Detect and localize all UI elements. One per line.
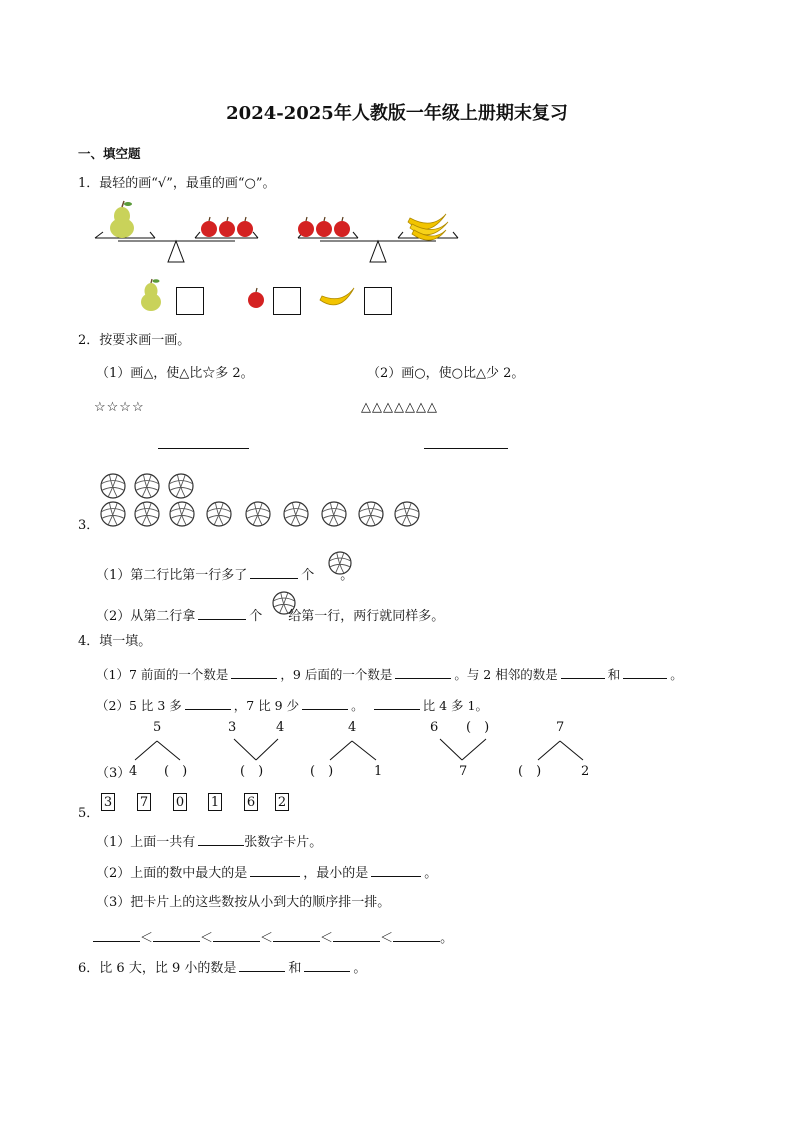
q2-part2: （2）画○，使○比△少 2。 <box>367 366 525 381</box>
q4-part2-d: 比 4 多 1。 <box>422 698 488 713</box>
tree4-top2[interactable]: ( ) <box>466 720 490 735</box>
q5-part2-b: ，最小的是 <box>303 866 369 881</box>
q4-part2-c: 。 <box>351 698 364 713</box>
q3-number: 3． <box>78 518 100 533</box>
tree2-top1: 3 <box>228 720 237 735</box>
tree1-left: 4 <box>129 764 138 779</box>
q5-order-end: 。 <box>440 931 454 946</box>
tree5-right: 2 <box>581 764 590 779</box>
tree2-top2: 4 <box>276 720 285 735</box>
q5-part1-a: （1）上面一共有 <box>96 835 196 850</box>
tree4-top1: 6 <box>430 720 439 735</box>
q2-part1: （1）画△，使△比☆多 2。 <box>96 366 254 381</box>
tree5-top: 7 <box>556 720 565 735</box>
q4-prompt: 填一填。 <box>99 634 152 649</box>
q6-part-c: 。 <box>353 961 367 976</box>
q4-part2-b: ，7 比 9 少 <box>233 698 300 713</box>
q6-part-a: 比 6 大，比 9 小的数是 <box>99 961 237 976</box>
tree3-right: 1 <box>374 764 383 779</box>
tree1-top: 5 <box>153 720 162 735</box>
q1-prompt: 最轻的画“√”，最重的画“○”。 <box>99 176 276 191</box>
less-than-sign: ＜ <box>200 931 214 946</box>
q6-blank-1[interactable] <box>239 959 285 972</box>
q5-order-blank[interactable] <box>393 929 440 942</box>
q5-blank-3[interactable] <box>371 864 421 877</box>
digit-card: 3 <box>101 793 115 811</box>
q2-number: 2． <box>78 333 100 348</box>
tree4-bottom: 7 <box>459 764 468 779</box>
q5-order-blank[interactable] <box>93 929 140 942</box>
q6-blank-2[interactable] <box>304 959 350 972</box>
q2-triangles: △△△△△△△ <box>361 400 438 415</box>
tree3-top: 4 <box>348 720 357 735</box>
q5-part3: （3）把卡片上的这些数按从小到大的顺序排一排。 <box>96 895 391 910</box>
q4-number: 4． <box>78 634 100 649</box>
q5-part2-c: 。 <box>424 866 438 881</box>
q4-part2-a: （2）5 比 3 多 <box>96 698 182 713</box>
tree1-right[interactable]: ( ) <box>164 764 188 779</box>
q5-part1 <box>96 833 322 851</box>
q4-part1-c: 。与 2 相邻的数是 <box>454 667 558 682</box>
q5-blank-2[interactable] <box>250 864 300 877</box>
q4-part1-e: 。 <box>670 667 683 682</box>
q3-part2-a: （2）从第二行拿 <box>96 609 196 624</box>
q5-number: 5． <box>78 806 100 821</box>
less-than-sign: ＜ <box>380 931 394 946</box>
q4-part3-label: （3） <box>96 766 131 781</box>
q5-order-row <box>93 929 453 947</box>
q4-part1-b: ，9 后面的一个数是 <box>280 667 393 682</box>
digit-card: 0 <box>173 793 187 811</box>
q3-part1-a: （1）第二行比第一行多了 <box>96 568 248 583</box>
q3-part1-c: 。 <box>340 568 354 583</box>
digit-card: 7 <box>137 793 151 811</box>
less-than-sign: ＜ <box>140 931 154 946</box>
q2-stars: ☆☆☆☆ <box>94 400 145 415</box>
q5-blank-1[interactable] <box>198 833 244 846</box>
q5-order-blank[interactable] <box>273 929 320 942</box>
tree3-left[interactable]: ( ) <box>310 764 334 779</box>
section-heading: 一、填空题 <box>78 146 141 161</box>
q5-part2-a: （2）上面的数中最大的是 <box>96 866 248 881</box>
digit-card: 1 <box>208 793 222 811</box>
q5-part1-b: 张数字卡片。 <box>244 835 323 850</box>
less-than-sign: ＜ <box>260 931 274 946</box>
q3-part2-c: 给第一行，两行就同样多。 <box>288 609 445 624</box>
q3-part2-b: 个 <box>249 609 263 624</box>
digit-card: 2 <box>275 793 289 811</box>
q6-number: 6． <box>78 961 100 976</box>
q4-part1-a: （1）7 前面的一个数是 <box>96 667 229 682</box>
tree2-bottom[interactable]: ( ) <box>240 764 264 779</box>
q2-prompt: 按要求画一画。 <box>99 333 191 348</box>
q5-part2 <box>96 864 437 882</box>
less-than-sign: ＜ <box>320 931 334 946</box>
q4-part1-d: 和 <box>607 667 621 682</box>
digit-card: 6 <box>244 793 258 811</box>
q5-order-blank[interactable] <box>213 929 260 942</box>
q6-text <box>78 959 366 977</box>
q5-order-blank[interactable] <box>153 929 200 942</box>
q5-order-blank[interactable] <box>333 929 380 942</box>
q1-number: 1． <box>78 176 100 191</box>
q6-part-b: 和 <box>288 961 302 976</box>
page-title: 2024-2025年人教版一年级上册期末复习 <box>226 103 568 124</box>
q3-part1-b: 个 <box>301 568 315 583</box>
tree5-left[interactable]: ( ) <box>518 764 542 779</box>
